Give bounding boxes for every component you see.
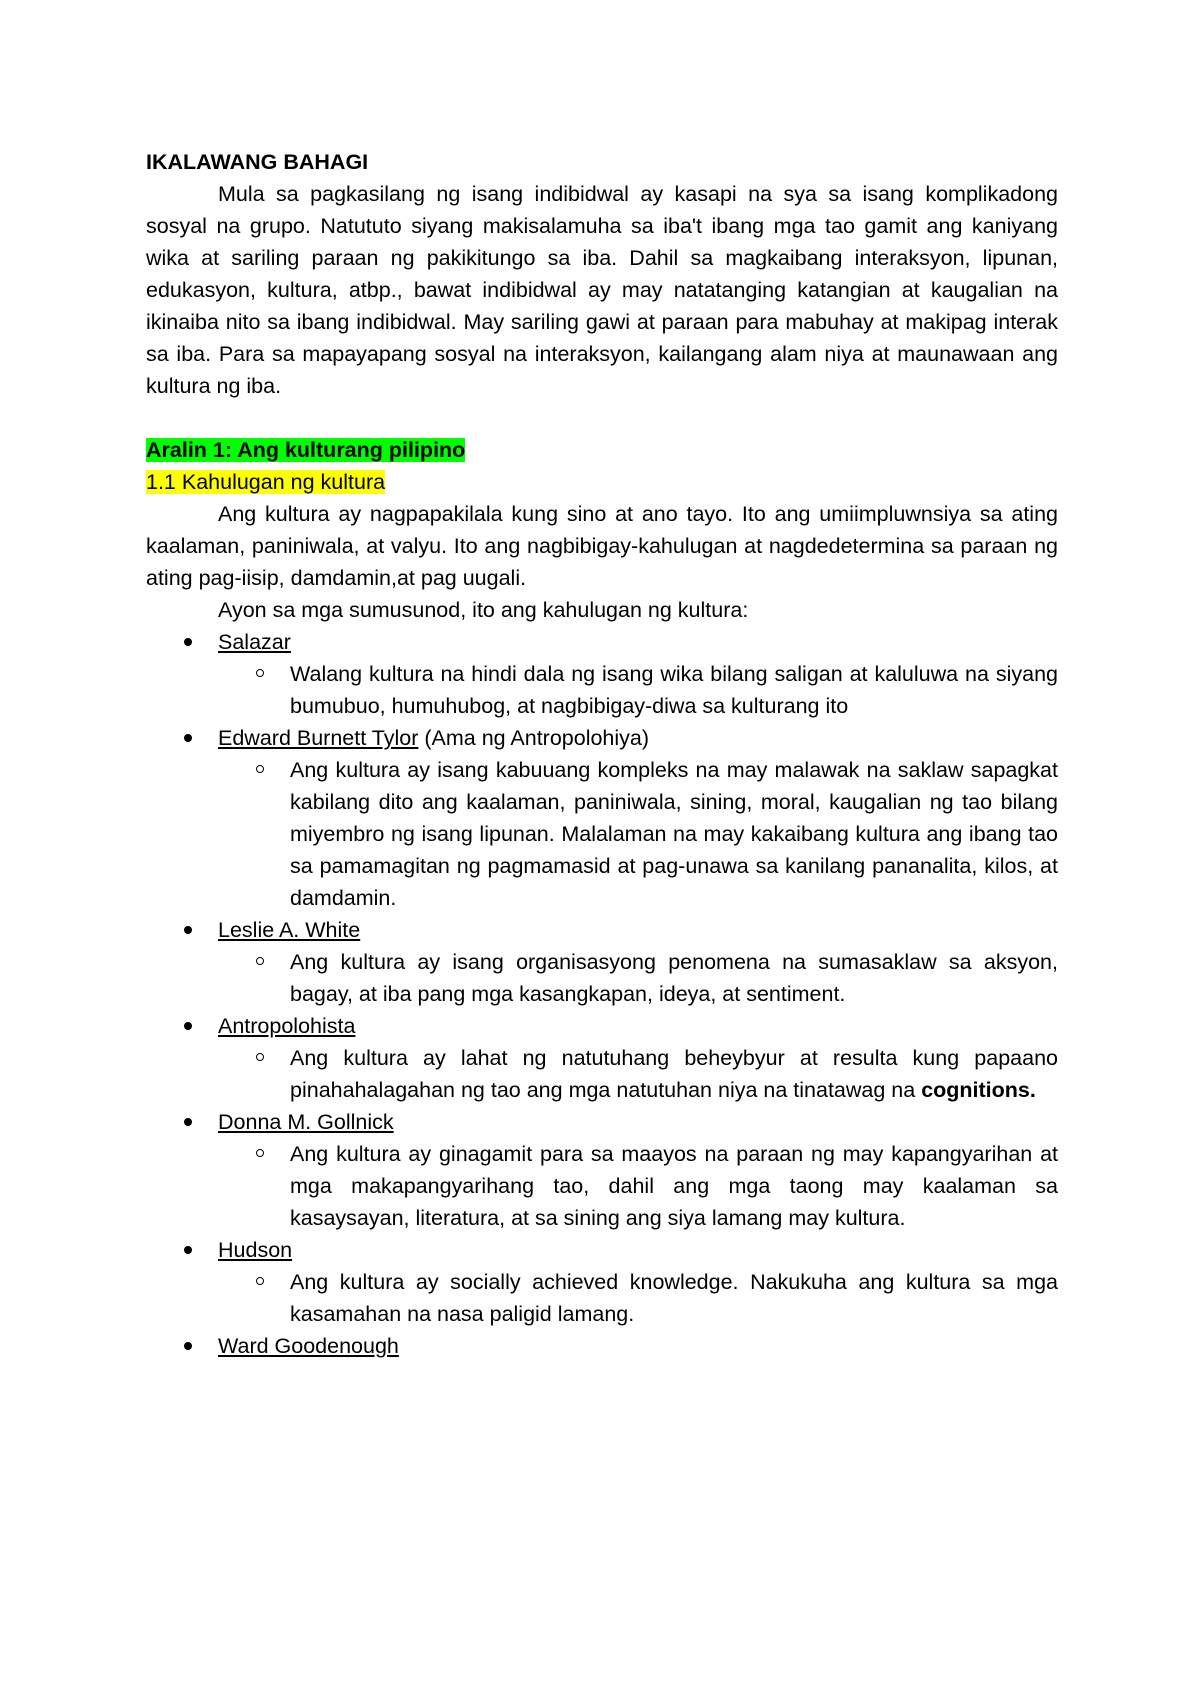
author-name: Leslie A. White [218,918,361,942]
definition-text [218,1266,1058,1330]
sub-bullet-icon [256,669,264,677]
definition-sublist [218,1266,1058,1330]
definition-text [218,658,1058,722]
section-title: 1.1 Kahulugan ng kultura [146,470,386,494]
author-name: Ward Goodenough [218,1334,399,1358]
definition-body: Ang kultura ay isang organisasyong penomena na sumasaklaw sa aksyon, bagay, at iba pang mga kasangkapan, ideya, at sentiment. [290,950,1058,1006]
lesson-title-line [146,434,1058,466]
definitions-list [146,626,1058,1362]
bullet-icon [184,1342,192,1350]
definition-text [218,754,1058,914]
definition-body: Ang kultura ay socially achieved knowledge. Nakukuha ang kultura sa mga kasamahan na nasa paligid lamang. [290,1270,1058,1326]
definition-sublist [218,1138,1058,1234]
definition-sublist [218,946,1058,1010]
bullet-icon [184,734,192,742]
definition-body: Ang kultura ay isang kabuuang kompleks na may malawak na saklaw sapagkat kabilang dito ang kaalaman, paniniwala, sining, moral, kaugalian ng tao bilang miyembro ng isang lipunan. Malalaman na may kakaibang kultura ang ibang tao sa pamamagitan ng pagmamasid at pag-unawa sa kanilang pananalita, kilos, at damdamin. [290,758,1058,910]
definition-body: Ang kultura ay lahat ng natutuhang beheybyur at resulta kung papaano pinahahalagahan ng tao ang mga natutuhan niya na tinatawag na [290,1046,1058,1102]
definition-body: Ang kultura ay ginagamit para sa maayos na paraan ng may kapangyarihan at mga makapangyarihang tao, dahil ang mga taong may kaalaman sa kasaysayan, literatura, at sa sining ang siya lamang may kultura. [290,1142,1058,1230]
bullet-icon [184,638,192,646]
author-name: Hudson [218,1238,293,1262]
definition-sublist [218,658,1058,722]
intro-paragraph: Mula sa pagkasilang ng isang indibidwal ay kasapi na sya sa isang komplikadong sosyal na grupo. Natututo siyang makisalamuha sa iba't ibang mga tao gamit ang kaniyang wika at sariling paraan ng pakikitungo sa iba. Dahil sa magkaibang interaksyon, lipunan, edukasyon, kultura, atbp., bawat indibidwal ay may natatanging katangian at kaugalian na ikinaiba nito sa ibang indibidwal. May sariling gawi at paraan para mabuhay at makipag interak sa iba. Para sa mapayapang sosyal na interaksyon, kailangang alam niya at maunawaan ang kultura ng iba. [146,182,1058,398]
blank-line [146,402,1058,434]
document-content [146,146,1058,1362]
definition-item [146,1010,1058,1106]
definition-sublist [218,754,1058,914]
definition-text [218,946,1058,1010]
part-heading: IKALAWANG BAHAGI [146,150,369,174]
author-note: (Ama ng Antropolohiya) [418,726,650,750]
definition-sublist [218,1042,1058,1106]
according-line: Ayon sa mga sumusunod, ito ang kahulugan ng kultura: [218,598,749,622]
definition-text [218,1042,1058,1106]
sub-bullet-icon [256,1053,264,1061]
definition-text [218,1138,1058,1234]
sub-bullet-icon [256,957,264,965]
bullet-icon [184,1022,192,1030]
definition-term: cognitions. [921,1078,1036,1102]
sub-bullet-icon [256,1149,264,1157]
sub-bullet-icon [256,1277,264,1285]
bullet-icon [184,926,192,934]
author-name: Edward Burnett Tylor [218,726,419,750]
author-name: Donna M. Gollnick [218,1110,394,1134]
section-paragraph: Ang kultura ay nagpapakilala kung sino at ano tayo. Ito ang umiimpluwnsiya sa ating kaalaman, paniniwala, at valyu. Ito ang nagbibigay-kahulugan at nagdedetermina sa paraan ng ating pag-iisip, damdamin,at pag uugali. [146,502,1058,590]
definition-item [146,1234,1058,1330]
definition-item [146,1330,1058,1362]
author-name: Salazar [218,630,291,654]
definition-item [146,722,1058,914]
lesson-title: Aralin 1: Ang kulturang pilipino [146,438,466,462]
definition-item [146,914,1058,1010]
definition-body: Walang kultura na hindi dala ng isang wika bilang saligan at kaluluwa na siyang bumubuo, humuhubog, at nagbibigay-diwa sa kulturang ito [290,662,1058,718]
author-name: Antropolohista [218,1014,356,1038]
section-title-line [146,466,1058,498]
definition-item [146,1106,1058,1234]
definition-item [146,626,1058,722]
bullet-icon [184,1118,192,1126]
bullet-icon [184,1246,192,1254]
sub-bullet-icon [256,765,264,773]
